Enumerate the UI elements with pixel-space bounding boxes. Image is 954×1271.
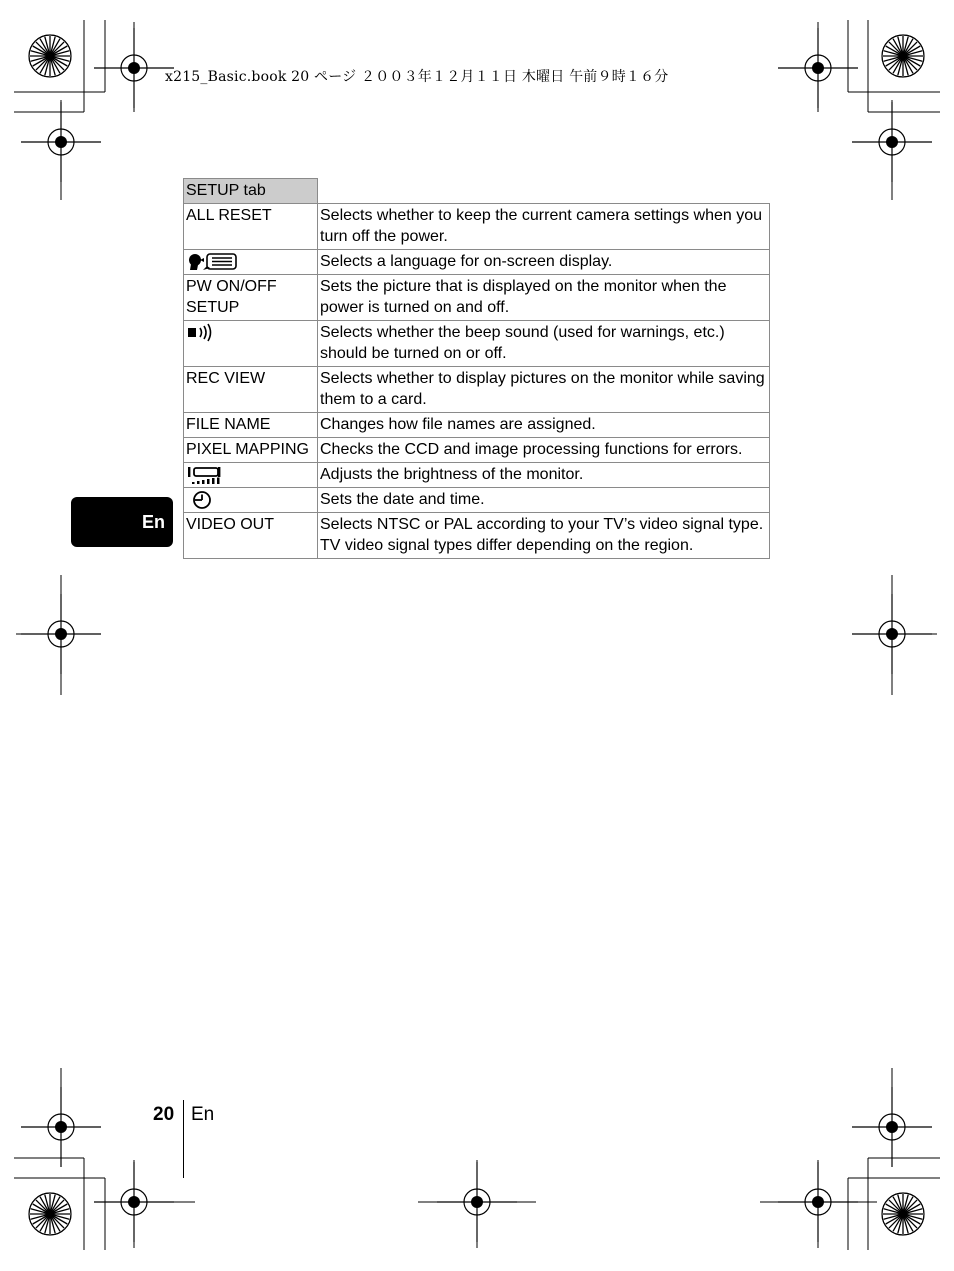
table-row — [184, 250, 770, 275]
item-description: Adjusts the brightness of the monitor. — [318, 463, 770, 488]
language-icon — [186, 252, 238, 272]
footer-language: En — [191, 1104, 215, 1125]
item-name: VIDEO OUT — [184, 513, 318, 559]
setup-tab-table — [183, 178, 770, 559]
clock-icon — [186, 490, 218, 510]
table-row — [184, 367, 770, 413]
table-row — [184, 275, 770, 321]
table-heading: SETUP tab — [184, 179, 318, 204]
table-row — [184, 321, 770, 367]
table-row — [184, 204, 770, 250]
table-row — [184, 513, 770, 559]
language-tab-label: En — [141, 511, 165, 532]
item-description: Selects whether the beep sound (used for warnings, etc.) should be turned on or off. — [318, 321, 770, 367]
item-description: Selects whether to display pictures on the monitor while saving them to a card. — [318, 367, 770, 413]
beep-sound-icon — [186, 323, 216, 343]
item-name: PW ON/OFF SETUP — [184, 275, 318, 321]
monitor-brightness-icon — [186, 465, 222, 485]
item-description: Sets the picture that is displayed on the monitor when the power is turned on and off. — [318, 275, 770, 321]
item-name: PIXEL MAPPING — [184, 438, 318, 463]
item-description: Checks the CCD and image processing functions for errors. — [318, 438, 770, 463]
item-description: Selects NTSC or PAL according to your TV’s video signal type. TV video signal types differ depending on the region. — [318, 513, 770, 559]
language-tab — [71, 497, 173, 547]
table-row — [184, 438, 770, 463]
footer-divider — [183, 1100, 184, 1178]
item-name: FILE NAME — [184, 413, 318, 438]
table-row — [184, 488, 770, 513]
table-header-row — [184, 179, 770, 204]
print-header: x215_Basic.book 20 ページ ２００３年１２月１１日 木曜日 午前９時１６分 — [165, 69, 669, 85]
item-name: REC VIEW — [184, 367, 318, 413]
item-description: Sets the date and time. — [318, 488, 770, 513]
item-description: Selects whether to keep the current camera settings when you turn off the power. — [318, 204, 770, 250]
item-description: Changes how file names are assigned. — [318, 413, 770, 438]
table-row — [184, 463, 770, 488]
item-name: ALL RESET — [184, 204, 318, 250]
page-number: 20 — [153, 1104, 175, 1125]
table-row — [184, 413, 770, 438]
item-description: Selects a language for on-screen display. — [318, 250, 770, 275]
